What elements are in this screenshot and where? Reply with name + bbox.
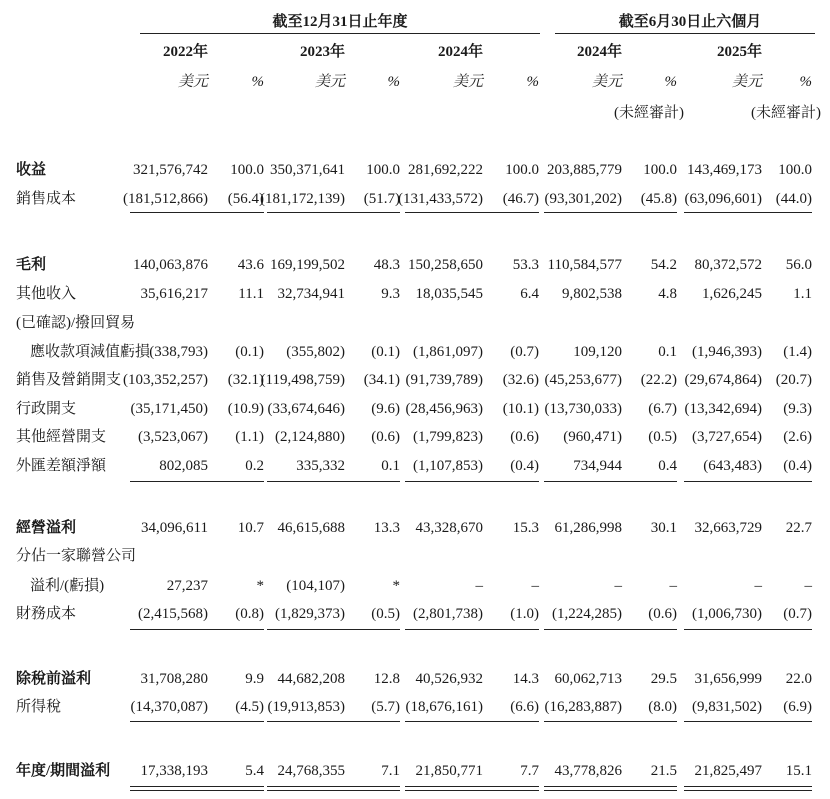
- amount-cell: –: [475, 578, 483, 594]
- amount-cell: (3,523,067): [138, 429, 208, 445]
- percent-cell: (10.1): [502, 401, 539, 417]
- row-label: 應收款項減值虧損: [30, 344, 151, 360]
- percent-cell: (5.7): [371, 699, 400, 715]
- percent-cell: (45.8): [640, 191, 677, 207]
- amount-cell: (93,301,202): [544, 191, 622, 207]
- percent-cell: 22.7: [785, 520, 812, 536]
- amount-cell: 43,778,826: [554, 763, 622, 779]
- amount-cell: 46,615,688: [277, 520, 345, 536]
- percent-cell: 22.0: [785, 671, 812, 687]
- amount-cell: (355,802): [286, 344, 345, 360]
- amount-cell: 32,663,729: [694, 520, 762, 536]
- subtotal-rule: [130, 481, 264, 482]
- unaudited-note: (未經審計): [614, 105, 684, 121]
- amount-cell: 169,199,502: [270, 257, 345, 273]
- percent-cell: (34.1): [363, 372, 400, 388]
- subtotal-rule: [544, 212, 677, 213]
- amount-cell: (2,415,568): [138, 606, 208, 622]
- row-label: 行政開支: [16, 401, 77, 417]
- percent-cell: 0.2: [245, 458, 264, 474]
- subtotal-rule: [130, 721, 264, 722]
- subtotal-rule: [405, 212, 539, 213]
- percent-cell: (4.5): [235, 699, 264, 715]
- percent-cell: 4.8: [658, 286, 677, 302]
- amount-cell: 350,371,641: [270, 162, 345, 178]
- subtotal-rule: [544, 481, 677, 482]
- amount-cell: (16,283,887): [544, 699, 622, 715]
- row-label: 收益: [16, 162, 47, 178]
- total-double-rule: [130, 786, 264, 791]
- amount-cell: 31,708,280: [140, 671, 208, 687]
- percent-cell: (1.4): [783, 344, 812, 360]
- percent-cell: 9.3: [381, 286, 400, 302]
- amount-cell: (104,107): [286, 578, 345, 594]
- row-label: 其他收入: [16, 286, 77, 302]
- total-double-rule: [684, 786, 812, 791]
- percent-cell: 1.1: [793, 286, 812, 302]
- amount-cell: (13,730,033): [544, 401, 622, 417]
- row-label: 所得稅: [16, 699, 62, 715]
- amount-cell: (1,861,097): [413, 344, 483, 360]
- subtotal-rule: [405, 629, 539, 630]
- percent-cell: (1.0): [510, 606, 539, 622]
- percent-header: %: [526, 74, 539, 90]
- percent-cell: (0.5): [648, 429, 677, 445]
- percent-cell: (22.2): [640, 372, 677, 388]
- amount-cell: (1,107,853): [413, 458, 483, 474]
- amount-cell: (2,124,880): [275, 429, 345, 445]
- percent-cell: (51.7): [363, 191, 400, 207]
- amount-cell: (131,433,572): [398, 191, 483, 207]
- amount-cell: (13,342,694): [684, 401, 762, 417]
- period-fy-heading: 截至12月31日止年度: [272, 14, 408, 30]
- row-label: 除稅前溢利: [16, 671, 92, 687]
- percent-cell: 29.5: [650, 671, 677, 687]
- period-half-heading: 截至6月30日止六個月: [618, 14, 762, 30]
- row-label: 毛利: [16, 257, 47, 273]
- percent-cell: –: [669, 578, 677, 594]
- subtotal-rule: [267, 629, 400, 630]
- amount-cell: (2,801,738): [413, 606, 483, 622]
- amount-cell: 27,237: [166, 578, 208, 594]
- subtotal-rule: [684, 212, 812, 213]
- year-header: 2024年: [437, 44, 483, 60]
- percent-cell: 7.1: [381, 763, 400, 779]
- amount-cell: (643,483): [703, 458, 762, 474]
- subtotal-rule: [405, 481, 539, 482]
- currency-header: 美元: [452, 74, 483, 90]
- amount-cell: (63,096,601): [684, 191, 762, 207]
- percent-cell: (0.7): [783, 606, 812, 622]
- year-header: 2025年: [716, 44, 762, 60]
- subtotal-rule: [684, 481, 812, 482]
- percent-cell: 100.0: [505, 162, 539, 178]
- amount-cell: (19,913,853): [267, 699, 345, 715]
- total-double-rule: [544, 786, 677, 791]
- percent-cell: 100.0: [643, 162, 677, 178]
- unaudited-note: (未經審計): [751, 105, 821, 121]
- subtotal-rule: [684, 629, 812, 630]
- amount-cell: (1,006,730): [692, 606, 762, 622]
- percent-cell: 0.1: [381, 458, 400, 474]
- amount-cell: (35,171,450): [130, 401, 208, 417]
- amount-cell: 24,768,355: [277, 763, 345, 779]
- percent-cell: 15.3: [512, 520, 539, 536]
- currency-header: 美元: [177, 74, 208, 90]
- year-header: 2024年: [576, 44, 622, 60]
- amount-cell: (103,352,257): [123, 372, 208, 388]
- subtotal-rule: [130, 212, 264, 213]
- amount-cell: 9,802,538: [562, 286, 622, 302]
- percent-header: %: [799, 74, 812, 90]
- row-label: 銷售成本: [16, 191, 77, 207]
- percent-cell: (56.4): [227, 191, 264, 207]
- year-header: 2023年: [299, 44, 345, 60]
- percent-cell: (44.0): [775, 191, 812, 207]
- percent-cell: (0.7): [510, 344, 539, 360]
- amount-cell: (119,498,759): [260, 372, 345, 388]
- row-label: 分佔一家聯營公司: [16, 548, 137, 564]
- amount-cell: 21,825,497: [694, 763, 762, 779]
- amount-cell: (960,471): [563, 429, 622, 445]
- row-label: 其他經營開支: [16, 429, 107, 445]
- amount-cell: (33,674,646): [267, 401, 345, 417]
- amount-cell: 43,328,670: [415, 520, 483, 536]
- percent-cell: (32.6): [502, 372, 539, 388]
- percent-cell: (1.1): [235, 429, 264, 445]
- amount-cell: 17,338,193: [140, 763, 208, 779]
- amount-cell: 321,576,742: [133, 162, 208, 178]
- amount-cell: 203,885,779: [547, 162, 622, 178]
- amount-cell: 60,062,713: [554, 671, 622, 687]
- period-half-underline: [555, 33, 815, 34]
- amount-cell: 150,258,650: [408, 257, 483, 273]
- percent-cell: (8.0): [648, 699, 677, 715]
- amount-cell: (29,674,864): [684, 372, 762, 388]
- amount-cell: 140,063,876: [133, 257, 208, 273]
- percent-header: %: [664, 74, 677, 90]
- percent-cell: 6.4: [520, 286, 539, 302]
- amount-cell: (18,676,161): [405, 699, 483, 715]
- amount-cell: 34,096,611: [141, 520, 208, 536]
- percent-cell: 30.1: [650, 520, 677, 536]
- amount-cell: (181,172,139): [260, 191, 345, 207]
- row-label: 銷售及營銷開支: [16, 372, 122, 388]
- percent-header: %: [387, 74, 400, 90]
- currency-header: 美元: [314, 74, 345, 90]
- amount-cell: 802,085: [159, 458, 208, 474]
- amount-cell: 18,035,545: [415, 286, 483, 302]
- subtotal-rule: [544, 629, 677, 630]
- percent-cell: (0.4): [510, 458, 539, 474]
- amount-cell: (1,224,285): [552, 606, 622, 622]
- amount-cell: (181,512,866): [123, 191, 208, 207]
- row-label: 財務成本: [16, 606, 77, 622]
- percent-cell: –: [804, 578, 812, 594]
- subtotal-rule: [544, 721, 677, 722]
- percent-cell: 5.4: [245, 763, 264, 779]
- amount-cell: 80,372,572: [694, 257, 762, 273]
- amount-cell: 32,734,941: [277, 286, 345, 302]
- percent-cell: 13.3: [373, 520, 400, 536]
- subtotal-rule: [267, 212, 400, 213]
- percent-cell: (2.6): [783, 429, 812, 445]
- amount-cell: (14,370,087): [130, 699, 208, 715]
- currency-header: 美元: [731, 74, 762, 90]
- percent-cell: (0.6): [371, 429, 400, 445]
- amount-cell: 734,944: [573, 458, 622, 474]
- row-label: 外匯差額淨額: [16, 458, 107, 474]
- percent-cell: 14.3: [512, 671, 539, 687]
- percent-cell: (0.6): [648, 606, 677, 622]
- percent-cell: 21.5: [650, 763, 677, 779]
- percent-cell: 15.1: [785, 763, 812, 779]
- amount-cell: (1,829,373): [275, 606, 345, 622]
- row-label: (已確認)/撥回貿易: [16, 315, 136, 331]
- row-label: 經營溢利: [16, 520, 77, 536]
- percent-cell: (9.6): [371, 401, 400, 417]
- percent-cell: (46.7): [502, 191, 539, 207]
- percent-cell: *: [256, 578, 264, 594]
- amount-cell: 143,469,173: [687, 162, 762, 178]
- percent-cell: (0.8): [235, 606, 264, 622]
- percent-cell: (9.3): [783, 401, 812, 417]
- amount-cell: 35,616,217: [140, 286, 208, 302]
- amount-cell: 109,120: [573, 344, 622, 360]
- amount-cell: 40,526,932: [415, 671, 483, 687]
- amount-cell: 1,626,245: [702, 286, 762, 302]
- percent-cell: 0.4: [658, 458, 677, 474]
- amount-cell: 281,692,222: [408, 162, 483, 178]
- amount-cell: –: [614, 578, 622, 594]
- amount-cell: 110,584,577: [547, 257, 622, 273]
- percent-cell: (0.6): [510, 429, 539, 445]
- percent-cell: *: [392, 578, 400, 594]
- percent-cell: 9.9: [245, 671, 264, 687]
- amount-cell: (3,727,654): [692, 429, 762, 445]
- percent-cell: (6.9): [783, 699, 812, 715]
- percent-cell: 54.2: [650, 257, 677, 273]
- amount-cell: (45,253,677): [544, 372, 622, 388]
- percent-cell: 100.0: [230, 162, 264, 178]
- amount-cell: (1,799,823): [413, 429, 483, 445]
- amount-cell: (1,946,393): [692, 344, 762, 360]
- percent-header: %: [251, 74, 264, 90]
- percent-cell: 0.1: [658, 344, 677, 360]
- amount-cell: –: [754, 578, 762, 594]
- amount-cell: (9,831,502): [692, 699, 762, 715]
- percent-cell: 12.8: [373, 671, 400, 687]
- percent-cell: (32.1): [227, 372, 264, 388]
- amount-cell: 335,332: [296, 458, 345, 474]
- percent-cell: (20.7): [775, 372, 812, 388]
- amount-cell: (91,739,789): [405, 372, 483, 388]
- period-fy-underline: [140, 33, 540, 34]
- subtotal-rule: [267, 481, 400, 482]
- amount-cell: 44,682,208: [277, 671, 345, 687]
- amount-cell: 61,286,998: [554, 520, 622, 536]
- percent-cell: (10.9): [227, 401, 264, 417]
- year-header: 2022年: [162, 44, 208, 60]
- percent-cell: (0.5): [371, 606, 400, 622]
- row-label: 溢利/(虧損): [30, 578, 105, 594]
- percent-cell: (0.1): [235, 344, 264, 360]
- percent-cell: 7.7: [520, 763, 539, 779]
- currency-header: 美元: [591, 74, 622, 90]
- percent-cell: 10.7: [237, 520, 264, 536]
- percent-cell: (0.1): [371, 344, 400, 360]
- subtotal-rule: [684, 721, 812, 722]
- percent-cell: 43.6: [237, 257, 264, 273]
- subtotal-rule: [267, 721, 400, 722]
- subtotal-rule: [405, 721, 539, 722]
- percent-cell: 100.0: [778, 162, 812, 178]
- percent-cell: –: [531, 578, 539, 594]
- amount-cell: 31,656,999: [694, 671, 762, 687]
- total-double-rule: [267, 786, 400, 791]
- amount-cell: (28,456,963): [405, 401, 483, 417]
- amount-cell: 21,850,771: [415, 763, 483, 779]
- percent-cell: (0.4): [783, 458, 812, 474]
- percent-cell: (6.6): [510, 699, 539, 715]
- total-double-rule: [405, 786, 539, 791]
- percent-cell: 11.1: [238, 286, 264, 302]
- percent-cell: 53.3: [512, 257, 539, 273]
- percent-cell: (6.7): [648, 401, 677, 417]
- subtotal-rule: [130, 629, 264, 630]
- percent-cell: 100.0: [366, 162, 400, 178]
- percent-cell: 56.0: [785, 257, 812, 273]
- row-label: 年度/期間溢利: [16, 763, 111, 779]
- amount-cell: (338,793): [149, 344, 208, 360]
- percent-cell: 48.3: [373, 257, 400, 273]
